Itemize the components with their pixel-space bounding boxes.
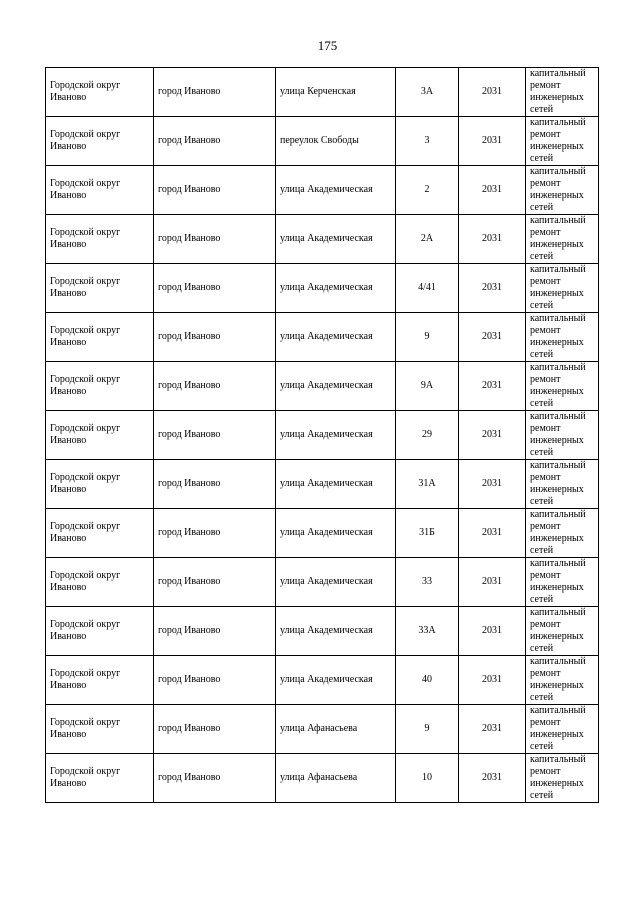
cell-work-type: капитальный ремонт инженерных сетей	[526, 215, 599, 264]
cell-year: 2031	[459, 754, 526, 803]
cell-year: 2031	[459, 264, 526, 313]
cell-municipality: Городской округ Иваново	[46, 166, 154, 215]
cell-settlement: город Иваново	[154, 68, 276, 117]
cell-municipality: Городской округ Иваново	[46, 656, 154, 705]
cell-work-type: капитальный ремонт инженерных сетей	[526, 411, 599, 460]
cell-municipality: Городской округ Иваново	[46, 460, 154, 509]
cell-street: улица Академическая	[276, 558, 396, 607]
table-row	[46, 264, 599, 313]
table-row	[46, 362, 599, 411]
cell-house-number: 9	[396, 313, 459, 362]
cell-year: 2031	[459, 705, 526, 754]
cell-work-type: капитальный ремонт инженерных сетей	[526, 754, 599, 803]
cell-street: улица Академическая	[276, 607, 396, 656]
cell-street: улица Академическая	[276, 264, 396, 313]
cell-street: улица Афанасьева	[276, 705, 396, 754]
cell-settlement: город Иваново	[154, 460, 276, 509]
cell-year: 2031	[459, 313, 526, 362]
cell-year: 2031	[459, 558, 526, 607]
table-row	[46, 754, 599, 803]
cell-settlement: город Иваново	[154, 509, 276, 558]
cell-settlement: город Иваново	[154, 362, 276, 411]
cell-municipality: Городской округ Иваново	[46, 68, 154, 117]
cell-house-number: 10	[396, 754, 459, 803]
cell-work-type: капитальный ремонт инженерных сетей	[526, 264, 599, 313]
cell-house-number: 2А	[396, 215, 459, 264]
cell-settlement: город Иваново	[154, 313, 276, 362]
cell-municipality: Городской округ Иваново	[46, 705, 154, 754]
page-number: 175	[317, 38, 338, 53]
table-row	[46, 656, 599, 705]
cell-street: улица Академическая	[276, 656, 396, 705]
table-row	[46, 411, 599, 460]
table-row	[46, 313, 599, 362]
cell-work-type: капитальный ремонт инженерных сетей	[526, 705, 599, 754]
cell-street: переулок Свободы	[276, 117, 396, 166]
cell-house-number: 31Б	[396, 509, 459, 558]
cell-street: улица Академическая	[276, 215, 396, 264]
cell-work-type: капитальный ремонт инженерных сетей	[526, 509, 599, 558]
cell-work-type: капитальный ремонт инженерных сетей	[526, 362, 599, 411]
cell-house-number: 3	[396, 117, 459, 166]
cell-work-type: капитальный ремонт инженерных сетей	[526, 607, 599, 656]
cell-street: улица Академическая	[276, 460, 396, 509]
cell-municipality: Городской округ Иваново	[46, 558, 154, 607]
cell-house-number: 4/41	[396, 264, 459, 313]
table-row	[46, 607, 599, 656]
table-body	[46, 68, 599, 803]
cell-municipality: Городской округ Иваново	[46, 117, 154, 166]
cell-house-number: 9	[396, 705, 459, 754]
cell-year: 2031	[459, 509, 526, 558]
cell-house-number: 31А	[396, 460, 459, 509]
cell-street: улица Академическая	[276, 166, 396, 215]
table-row	[46, 117, 599, 166]
cell-municipality: Городской округ Иваново	[46, 264, 154, 313]
cell-year: 2031	[459, 460, 526, 509]
cell-municipality: Городской округ Иваново	[46, 215, 154, 264]
cell-house-number: 33А	[396, 607, 459, 656]
cell-municipality: Городской округ Иваново	[46, 754, 154, 803]
table-row	[46, 166, 599, 215]
cell-municipality: Городской округ Иваново	[46, 607, 154, 656]
cell-year: 2031	[459, 166, 526, 215]
table-row	[46, 705, 599, 754]
cell-settlement: город Иваново	[154, 215, 276, 264]
table-row	[46, 558, 599, 607]
cell-municipality: Городской округ Иваново	[46, 411, 154, 460]
cell-settlement: город Иваново	[154, 411, 276, 460]
cell-settlement: город Иваново	[154, 558, 276, 607]
cell-settlement: город Иваново	[154, 656, 276, 705]
cell-year: 2031	[459, 215, 526, 264]
cell-work-type: капитальный ремонт инженерных сетей	[526, 313, 599, 362]
cell-work-type: капитальный ремонт инженерных сетей	[526, 68, 599, 117]
cell-house-number: 40	[396, 656, 459, 705]
cell-work-type: капитальный ремонт инженерных сетей	[526, 117, 599, 166]
cell-settlement: город Иваново	[154, 264, 276, 313]
cell-municipality: Городской округ Иваново	[46, 313, 154, 362]
cell-settlement: город Иваново	[154, 166, 276, 215]
table-row	[46, 215, 599, 264]
cell-municipality: Городской округ Иваново	[46, 509, 154, 558]
cell-year: 2031	[459, 656, 526, 705]
cell-year: 2031	[459, 411, 526, 460]
cell-house-number: 3А	[396, 68, 459, 117]
cell-house-number: 2	[396, 166, 459, 215]
cell-work-type: капитальный ремонт инженерных сетей	[526, 656, 599, 705]
cell-street: улица Академическая	[276, 509, 396, 558]
cell-street: улица Академическая	[276, 362, 396, 411]
cell-settlement: город Иваново	[154, 754, 276, 803]
cell-settlement: город Иваново	[154, 607, 276, 656]
cell-municipality: Городской округ Иваново	[46, 362, 154, 411]
cell-year: 2031	[459, 68, 526, 117]
cell-work-type: капитальный ремонт инженерных сетей	[526, 460, 599, 509]
cell-settlement: город Иваново	[154, 705, 276, 754]
cell-year: 2031	[459, 117, 526, 166]
cell-house-number: 33	[396, 558, 459, 607]
cell-year: 2031	[459, 607, 526, 656]
cell-house-number: 29	[396, 411, 459, 460]
cell-street: улица Академическая	[276, 411, 396, 460]
repair-schedule-table	[45, 67, 599, 803]
table-row	[46, 68, 599, 117]
cell-year: 2031	[459, 362, 526, 411]
table-row	[46, 460, 599, 509]
cell-settlement: город Иваново	[154, 117, 276, 166]
cell-street: улица Академическая	[276, 313, 396, 362]
table-row	[46, 509, 599, 558]
cell-house-number: 9А	[396, 362, 459, 411]
cell-street: улица Керченская	[276, 68, 396, 117]
cell-work-type: капитальный ремонт инженерных сетей	[526, 166, 599, 215]
cell-work-type: капитальный ремонт инженерных сетей	[526, 558, 599, 607]
cell-street: улица Афанасьева	[276, 754, 396, 803]
